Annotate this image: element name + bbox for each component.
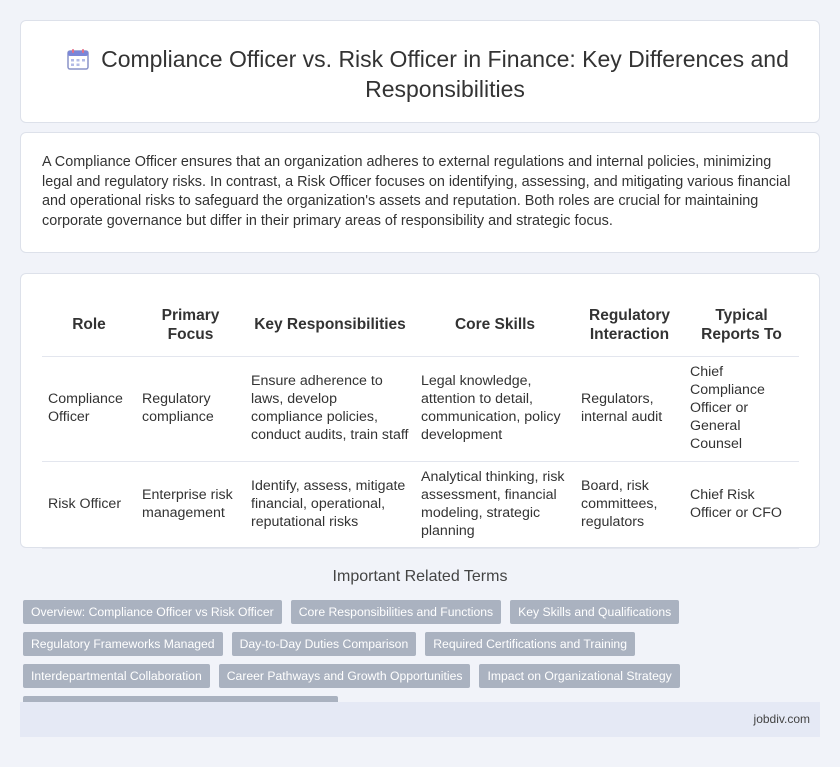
column-header-key-responsibilities: Key Responsibilities: [254, 316, 406, 334]
table-cell: Analytical thinking, risk assessment, financial modeling, strategic planning: [415, 461, 575, 548]
related-term-tag[interactable]: Career Pathways and Growth Opportunities: [219, 664, 471, 688]
footer-site-link[interactable]: jobdiv.com: [753, 712, 810, 726]
column-header-role: Role: [72, 316, 106, 334]
intro-paragraph: A Compliance Officer ensures that an organization adheres to external regulations and internal policies, minimizing legal and regulatory risks. In contrast, a Risk Officer focuses on identifying, assessing, and mitigating various financial and operational risks to safeguard the organization's assets and reputation. Both roles are crucial for maintaining corporate governance but differ in their primary areas of responsibility and strategic focus.: [42, 154, 791, 229]
column-header-primary-focus: Primary Focus: [161, 306, 220, 343]
related-term-tag[interactable]: Overview: Compliance Officer vs Risk Officer: [23, 600, 282, 624]
table-cell: Chief Risk Officer or CFO: [684, 461, 799, 548]
table-cell: Legal knowledge, attention to detail, communication, policy development: [415, 356, 575, 461]
table-cell: Regulators, internal audit: [575, 356, 684, 461]
table-cell: Identify, assess, mitigate financial, operational, reputational risks: [245, 461, 415, 548]
comparison-table-card: [20, 273, 820, 548]
column-header-typical-reports-to: Typical Reports To: [701, 306, 782, 343]
header-card: [20, 20, 820, 123]
table-row: [42, 461, 799, 548]
related-term-tag[interactable]: Impact on Organizational Strategy: [479, 664, 679, 688]
table-row: [42, 356, 799, 461]
related-term-tag[interactable]: Key Skills and Qualifications: [510, 600, 679, 624]
related-term-tag[interactable]: Interdepartmental Collaboration: [23, 664, 210, 688]
related-term-tag[interactable]: Core Responsibilities and Functions: [291, 600, 501, 624]
related-term-tag[interactable]: Day-to-Day Duties Comparison: [232, 632, 417, 656]
footer: [20, 702, 820, 737]
related-terms-heading: Important Related Terms: [332, 568, 508, 585]
table-cell: Risk Officer: [42, 461, 136, 548]
related-term-tag[interactable]: Regulatory Frameworks Managed: [23, 632, 223, 656]
table-cell: Enterprise risk management: [136, 461, 245, 548]
table-cell: Regulatory compliance: [136, 356, 245, 461]
table-cell: Ensure adherence to laws, develop compliance policies, conduct audits, train staff: [245, 356, 415, 461]
table-cell: Chief Compliance Officer or General Counsel: [684, 356, 799, 461]
table-cell: Board, risk committees, regulators: [575, 461, 684, 548]
column-header-regulatory-interaction: Regulatory Interaction: [589, 306, 670, 343]
related-term-tag[interactable]: Required Certifications and Training: [425, 632, 635, 656]
table-cell: Compliance Officer: [42, 356, 136, 461]
comparison-table: [42, 294, 799, 549]
column-header-core-skills: Core Skills: [454, 316, 536, 334]
table-header-row: [42, 294, 799, 356]
page-title: Compliance Officer vs. Risk Officer in Finance: Key Differences and Responsibilities: [101, 46, 789, 102]
intro-card: [20, 132, 820, 253]
